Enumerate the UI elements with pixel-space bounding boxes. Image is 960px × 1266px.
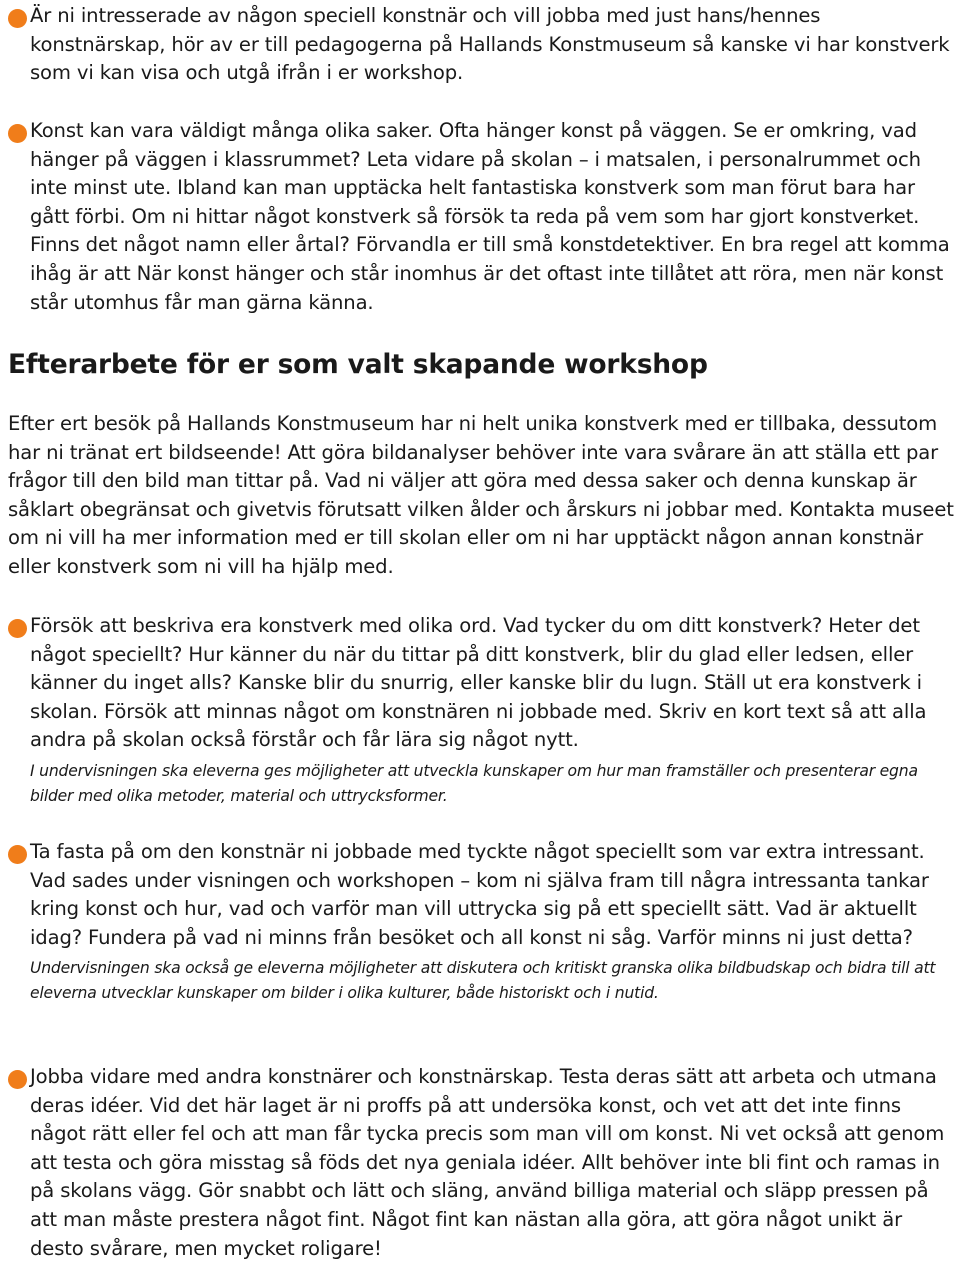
bullet-2-text: Ta fasta på om den konstnär ni jobbade med tyckte något speciellt som var extra intressant. Vad sades under visningen och workshopen – kom ni själva fram till några intressanta tankar kring konst och hur, vad och varför man vill uttrycka sig på ett speciellt sätt. Vad är aktuellt idag? Fundera på vad ni minns från besöket och all konst ni såg. Varför minns ni just detta?	[30, 840, 929, 949]
bullet-3	[8, 1063, 960, 1263]
orange-bullet-icon	[8, 1070, 27, 1089]
orange-bullet-icon	[8, 845, 27, 864]
intro-bullet-2	[8, 117, 960, 317]
section-heading: Efterarbete för er som valt skapande workshop	[8, 349, 708, 380]
intro-bullet-1	[8, 2, 960, 88]
bullet-1-text: Försök att beskriva era konstverk med olika ord. Vad tycker du om ditt konstverk? Heter det något speciellt? Hur känner du när du tittar på ditt konstverk, blir du glad eller ledsen, eller känner du inget alls? Kanske blir du snurrig, eller kanske blir du lugn. Ställ ut era konstverk i skolan. Försök att minnas något om konstnären ni jobbade med. Skriv en kort text så att alla andra på skolan också förstår och får lära sig något nytt.	[30, 614, 927, 752]
intro-paragraph-2: Konst kan vara väldigt många olika saker. Ofta hänger konst på väggen. Se er omkring, vad hänger på väggen i klassrummet? Leta vidare på skolan – i matsalen, i personalrummet och inte minst ute. Ibland kan man upptäcka helt fantastiska konstverk som man förut bara har gått förbi. Om ni hittar något konstverk så försök ta reda på vem som har gjort konstverket. Finns det något namn eller årtal? Förvandla er till små konstdetektiver. En bra regel att komma ihåg är att När konst hänger och står inomhus är det oftast inte tillåtet att röra, men när konst står utomhus får man gärna känna.	[30, 119, 950, 314]
bullet-2	[8, 838, 960, 1006]
orange-bullet-icon	[8, 9, 27, 28]
bullet-3-text: Jobba vidare med andra konstnärer och konstnärskap. Testa deras sätt att arbeta och utmana deras idéer. Vid det här laget är ni proffs på att undersöka konst, och vet att det inte finns något rätt eller fel och att man får tycka precis som man vill om konst. Ni vet också att genom att testa och göra misstag så föds det nya geniala idéer. Allt behöver inte bli fint och ramas in på skolans vägg. Gör snabbt och lätt och släng, använd billiga material och släpp pressen på att man måste prestera något fint. Något fint kan nästan alla göra, att göra något unikt är desto svårare, men mycket roligare!	[30, 1065, 945, 1260]
section-paragraph-block	[8, 410, 960, 582]
orange-bullet-icon	[8, 619, 27, 638]
section-paragraph: Efter ert besök på Hallands Konstmuseum har ni helt unika konstverk med er tillbaka, dessutom har ni tränat ert bildseende! Att göra bildanalyser behöver inte vara svårare än att ställa ett par frågor till den bild man tittar på. Vad ni väljer att göra med dessa saker och denna kunskap är såklart obegränsat och givetvis förutsatt vilken ålder och årskurs ni jobbar med. Kontakta museet om ni vill ha mer information med er till skolan eller om ni har upptäckt någon annan konstnär eller konstverk som ni vill ha hjälp med.	[8, 412, 954, 578]
bullet-1	[8, 612, 960, 809]
intro-paragraph-1: Är ni intresserade av någon speciell konstnär och vill jobba med just hans/hennes konstnärskap, hör av er till pedagogerna på Hallands Konstmuseum så kanske vi har konstverk som vi kan visa och utgå ifrån i er workshop.	[30, 4, 950, 85]
orange-bullet-icon	[8, 124, 27, 143]
bullet-2-curriculum-note: Undervisningen ska också ge eleverna möjligheter att diskutera och kritiskt granska olika bildbudskap och bidra till att eleverna utvecklar kunskaper om bilder i olika kulturer, både historiskt och i nutid.	[30, 959, 936, 1003]
bullet-1-curriculum-note: I undervisningen ska eleverna ges möjligheter att utveckla kunskaper om hur man framställer och presenterar egna bilder med olika metoder, material och uttrycksformer.	[30, 761, 918, 805]
